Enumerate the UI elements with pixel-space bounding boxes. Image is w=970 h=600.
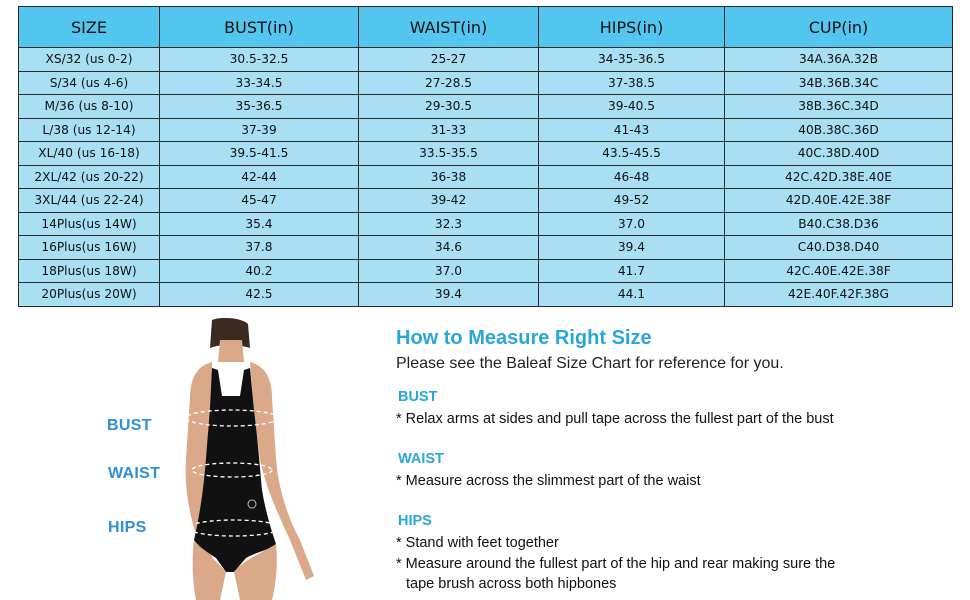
cell-hips: 41-43 xyxy=(539,118,725,142)
header-waist: WAIST(in) xyxy=(359,7,539,48)
cell-cup: 42D.40E.42E.38F xyxy=(725,189,953,213)
cell-bust: 42.5 xyxy=(160,283,359,307)
table-row xyxy=(19,259,953,283)
cell-bust: 33-34.5 xyxy=(160,71,359,95)
cell-bust: 40.2 xyxy=(160,259,359,283)
cell-hips: 37-38.5 xyxy=(539,71,725,95)
table-row xyxy=(19,212,953,236)
cell-cup: 34B.36B.34C xyxy=(725,71,953,95)
size-table-body xyxy=(19,48,953,307)
section-heading-waist: WAIST xyxy=(398,451,444,467)
cell-bust: 37-39 xyxy=(160,118,359,142)
cell-hips: 46-48 xyxy=(539,165,725,189)
guide-intro: Please see the Baleaf Size Chart for reference for you. xyxy=(396,355,784,372)
cell-waist: 39-42 xyxy=(359,189,539,213)
model-figure-area xyxy=(100,318,360,600)
section-item: * Stand with feet together xyxy=(396,535,559,551)
cell-waist: 31-33 xyxy=(359,118,539,142)
figure-label-waist: WAIST xyxy=(108,465,161,482)
cell-bust: 45-47 xyxy=(160,189,359,213)
cell-hips: 44.1 xyxy=(539,283,725,307)
header-cup: CUP(in) xyxy=(725,7,953,48)
cell-waist: 33.5-35.5 xyxy=(359,142,539,166)
cell-hips: 41.7 xyxy=(539,259,725,283)
cell-waist: 37.0 xyxy=(359,259,539,283)
cell-size: L/38 (us 12-14) xyxy=(19,118,160,142)
table-row xyxy=(19,118,953,142)
table-row xyxy=(19,189,953,213)
header-size: SIZE xyxy=(19,7,160,48)
guide-title: How to Measure Right Size xyxy=(396,327,652,349)
cell-hips: 34-35-36.5 xyxy=(539,48,725,72)
table-row xyxy=(19,142,953,166)
cell-hips: 43.5-45.5 xyxy=(539,142,725,166)
section-item: tape brush across both hipbones xyxy=(406,576,617,592)
header-bust: BUST(in) xyxy=(160,7,359,48)
cell-hips: 37.0 xyxy=(539,212,725,236)
cell-cup: 38B.36C.34D xyxy=(725,95,953,119)
size-chart-table xyxy=(18,6,953,307)
size-table-header xyxy=(19,7,953,48)
cell-size: 14Plus(us 14W) xyxy=(19,212,160,236)
cell-size: S/34 (us 4-6) xyxy=(19,71,160,95)
cell-size: M/36 (us 8-10) xyxy=(19,95,160,119)
cell-cup: B40.C38.D36 xyxy=(725,212,953,236)
cell-waist: 34.6 xyxy=(359,236,539,260)
cell-size: 3XL/44 (us 22-24) xyxy=(19,189,160,213)
cell-waist: 39.4 xyxy=(359,283,539,307)
cell-cup: C40.D38.D40 xyxy=(725,236,953,260)
section-heading-bust: BUST xyxy=(398,389,438,405)
guide-section-hips xyxy=(396,512,835,595)
table-row xyxy=(19,48,953,72)
model-neck xyxy=(218,340,244,362)
cell-waist: 32.3 xyxy=(359,212,539,236)
figure-label-bust: BUST xyxy=(107,417,152,434)
cell-waist: 27-28.5 xyxy=(359,71,539,95)
section-heading-hips: HIPS xyxy=(398,513,432,529)
cell-bust: 39.5-41.5 xyxy=(160,142,359,166)
cell-bust: 30.5-32.5 xyxy=(160,48,359,72)
table-row xyxy=(19,71,953,95)
cell-size: XS/32 (us 0-2) xyxy=(19,48,160,72)
guide-section-waist xyxy=(396,450,701,492)
cell-bust: 35.4 xyxy=(160,212,359,236)
cell-bust: 42-44 xyxy=(160,165,359,189)
table-row xyxy=(19,165,953,189)
cell-size: 18Plus(us 18W) xyxy=(19,259,160,283)
cell-hips: 39-40.5 xyxy=(539,95,725,119)
guide-section-bust xyxy=(396,388,834,430)
table-row xyxy=(19,95,953,119)
section-item: * Measure around the fullest part of the hip and rear making sure the xyxy=(396,555,836,572)
cell-waist: 29-30.5 xyxy=(359,95,539,119)
cell-cup: 42E.40F.42F.38G xyxy=(725,283,953,307)
cell-cup: 40C.38D.40D xyxy=(725,142,953,166)
header-hips: HIPS(in) xyxy=(539,7,725,48)
table-row xyxy=(19,236,953,260)
measure-guide xyxy=(396,326,956,592)
cell-size: 2XL/42 (us 20-22) xyxy=(19,165,160,189)
cell-cup: 40B.38C.36D xyxy=(725,118,953,142)
cell-hips: 39.4 xyxy=(539,236,725,260)
cell-cup: 42C.42D.38E.40E xyxy=(725,165,953,189)
cell-cup: 34A.36A.32B xyxy=(725,48,953,72)
cell-cup: 42C.40E.42E.38F xyxy=(725,259,953,283)
table-row xyxy=(19,283,953,307)
section-item: * Measure across the slimmest part of the waist xyxy=(396,473,701,489)
cell-size: XL/40 (us 16-18) xyxy=(19,142,160,166)
cell-hips: 49-52 xyxy=(539,189,725,213)
figure-label-hips: HIPS xyxy=(108,519,147,536)
cell-waist: 25-27 xyxy=(359,48,539,72)
cell-size: 16Plus(us 16W) xyxy=(19,236,160,260)
model-figure-illustration xyxy=(100,318,360,600)
cell-waist: 36-38 xyxy=(359,165,539,189)
cell-bust: 35-36.5 xyxy=(160,95,359,119)
cell-bust: 37.8 xyxy=(160,236,359,260)
section-item: * Relax arms at sides and pull tape across the fullest part of the bust xyxy=(396,411,834,427)
cell-size: 20Plus(us 20W) xyxy=(19,283,160,307)
